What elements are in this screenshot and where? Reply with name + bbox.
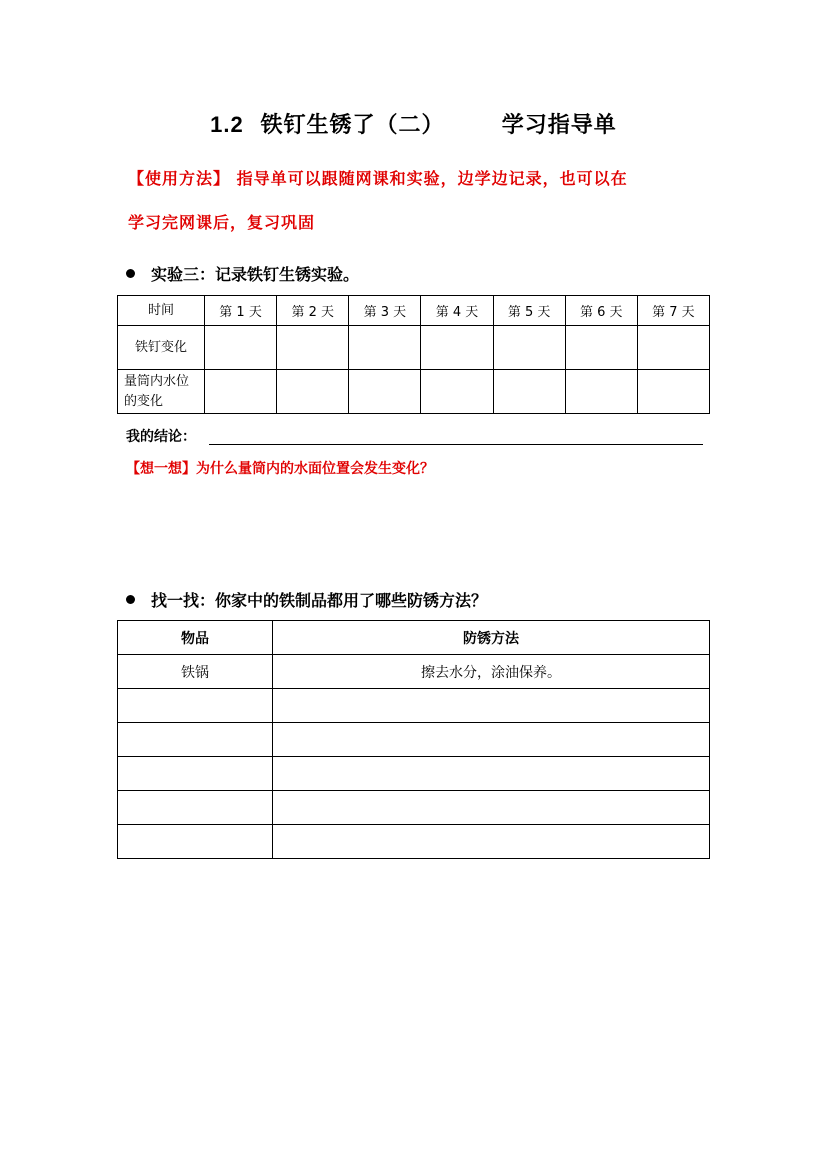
item-cell[interactable] <box>118 825 273 859</box>
method-cell: 擦去水分，涂油保养。 <box>273 655 710 689</box>
column-header: 第 4 天 <box>421 296 493 326</box>
table-cell[interactable] <box>421 326 493 370</box>
title-number: 1.2 <box>210 112 244 137</box>
table-cell[interactable] <box>349 370 421 414</box>
column-header: 第 5 天 <box>493 296 565 326</box>
item-cell[interactable] <box>118 723 273 757</box>
rust-heading <box>126 588 487 611</box>
item-cell[interactable] <box>118 791 273 825</box>
usage-instructions-line1: 【使用方法】 指导单可以跟随网课和实验，边学边记录，也可以在 <box>128 169 628 188</box>
table-cell[interactable] <box>637 370 709 414</box>
title-suffix: 学习指导单 <box>501 113 617 138</box>
table-row <box>118 825 710 859</box>
table-row <box>118 326 710 370</box>
method-cell[interactable] <box>273 689 710 723</box>
table-cell[interactable] <box>421 370 493 414</box>
table-header-row <box>118 621 710 655</box>
table-row <box>118 655 710 689</box>
usage-instructions-line2: 学习完网课后，复习巩固 <box>128 213 316 232</box>
table-row <box>118 791 710 825</box>
method-cell[interactable] <box>273 723 710 757</box>
table-cell[interactable] <box>565 370 637 414</box>
table-row <box>118 757 710 791</box>
column-header: 第 6 天 <box>565 296 637 326</box>
row-label: 铁钉变化 <box>118 326 205 370</box>
rust-prevention-table <box>117 620 710 859</box>
item-cell[interactable] <box>118 757 273 791</box>
column-header: 第 7 天 <box>637 296 709 326</box>
column-header: 物品 <box>118 621 273 655</box>
table-cell[interactable] <box>277 326 349 370</box>
experiment-heading-text: 实验三：记录铁钉生锈实验。 <box>151 265 360 284</box>
table-cell[interactable] <box>205 370 277 414</box>
table-cell[interactable] <box>637 326 709 370</box>
table-row <box>118 370 710 414</box>
column-header: 第 3 天 <box>349 296 421 326</box>
column-header: 防锈方法 <box>273 621 710 655</box>
item-cell: 铁锅 <box>118 655 273 689</box>
experiment-heading <box>126 262 359 285</box>
bullet-icon <box>126 269 135 278</box>
conclusion-answer-line[interactable] <box>209 444 703 445</box>
table-cell[interactable] <box>277 370 349 414</box>
method-cell[interactable] <box>273 825 710 859</box>
experiment-table <box>117 295 710 414</box>
rust-heading-text: 找一找：你家中的铁制品都用了哪些防锈方法？ <box>151 591 488 610</box>
column-header: 第 2 天 <box>277 296 349 326</box>
table-cell[interactable] <box>565 326 637 370</box>
column-header: 时间 <box>118 296 205 326</box>
method-cell[interactable] <box>273 757 710 791</box>
method-cell[interactable] <box>273 791 710 825</box>
bullet-icon <box>126 595 135 604</box>
column-header: 第 1 天 <box>205 296 277 326</box>
table-cell[interactable] <box>349 326 421 370</box>
item-cell[interactable] <box>118 689 273 723</box>
think-question: 【想一想】为什么量筒内的水面位置会发生变化？ <box>126 461 434 477</box>
table-header-row <box>118 296 710 326</box>
table-cell[interactable] <box>205 326 277 370</box>
page-title <box>0 108 827 139</box>
row-label: 量筒内水位的变化 <box>118 370 205 414</box>
table-row <box>118 723 710 757</box>
table-row <box>118 689 710 723</box>
table-cell[interactable] <box>493 326 565 370</box>
conclusion-label: 我的结论： <box>126 429 196 445</box>
title-main: 铁钉生锈了（二） <box>260 113 445 138</box>
table-cell[interactable] <box>493 370 565 414</box>
